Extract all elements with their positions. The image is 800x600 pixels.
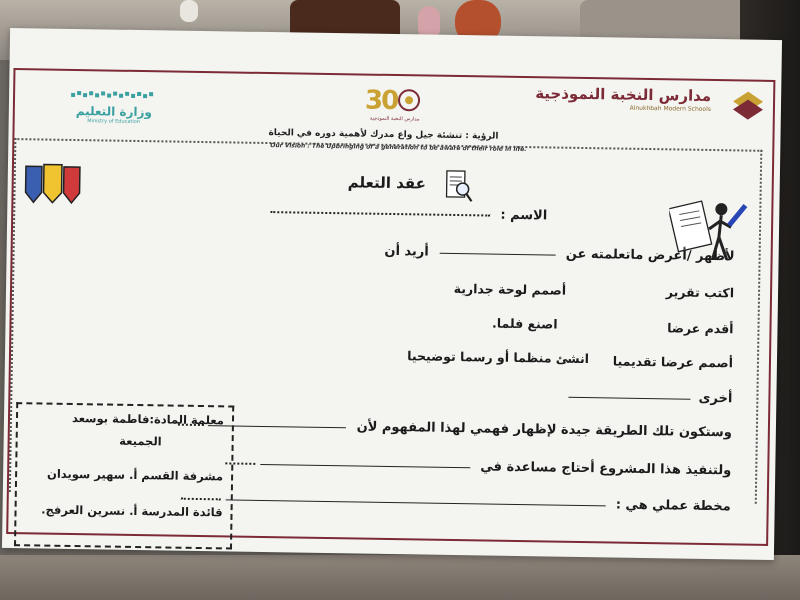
- signatures-box: [14, 402, 234, 549]
- intro-left-text: لأظهر /أعرض ماتعلمته عن: [565, 246, 735, 265]
- option-present[interactable]: أقدم عرضا: [667, 320, 734, 337]
- principal-signature: قائدة المدرسة أ. نسرين العرفج.: [41, 502, 223, 520]
- school-name-ar: مدارس النخبة النموذجية: [535, 84, 712, 105]
- vision-en: Our Vision : The Upbringing of a generation to be aware of their role in life.: [270, 142, 527, 154]
- teacher-signature-cont: الجميعة: [119, 433, 162, 449]
- ministry-logo: [71, 87, 158, 125]
- ministry-name-en: Ministry of Education: [87, 118, 141, 126]
- anniversary-caption: مدارس النخبة النموذجية: [369, 115, 420, 123]
- help-field[interactable]: [260, 462, 470, 467]
- form-title: عقد التعلم: [347, 173, 427, 193]
- plan-text: مخطة عملي هي :: [615, 497, 731, 515]
- vision-ar: الرؤية : تنشئة جيل واع مدرك لأهمية دوره في الحياة: [268, 128, 499, 142]
- option-design-presentation[interactable]: أصمم عرضا تقديميا: [612, 353, 734, 371]
- learning-contract-sheet: [2, 28, 782, 560]
- supervisor-signature: مشرفة القسم أ. سهير سويدان: [46, 466, 224, 484]
- other-field[interactable]: [568, 395, 690, 399]
- name-label: الاسم :: [500, 207, 548, 224]
- option-make-film[interactable]: اصنع فلما.: [491, 315, 558, 332]
- topic-field[interactable]: [439, 251, 555, 255]
- background-table: [0, 555, 800, 600]
- anniversary-number: 30: [364, 85, 398, 117]
- teacher-signature: معلمة المادة:فاطمة بوسعد: [71, 410, 225, 428]
- magnifier-document-icon: [443, 169, 474, 203]
- reason-text: وستكون تلك الطريقة جيدة لإظهار فهمي لهذا المفهوم لأن: [356, 419, 732, 441]
- name-field[interactable]: [270, 210, 490, 216]
- anniversary-emblem-icon: [395, 88, 423, 112]
- anniversary-logo: [359, 85, 432, 122]
- background-candle: [180, 0, 198, 22]
- other-row: [568, 389, 733, 407]
- crayons-icon: [21, 162, 84, 207]
- school-name-en: Alnukhbah Modern Schools: [629, 104, 711, 113]
- option-create-organizer[interactable]: انشئ منظما أو رسما توضيحيا: [407, 348, 590, 367]
- ministry-name-ar: وزارة التعليم: [75, 104, 153, 120]
- school-emblem-icon: [731, 89, 766, 124]
- help-text: ولتنفيذ هذا المشروع أحتاج مساعدة في: [480, 459, 732, 479]
- other-label: أخرى: [698, 390, 733, 407]
- intro-right-text: أريد أن: [384, 243, 429, 260]
- option-design-poster[interactable]: أصمم لوحة جدارية: [453, 280, 567, 298]
- school-logo: [535, 84, 711, 113]
- plan-field[interactable]: [225, 498, 605, 506]
- option-write-report[interactable]: اكتب تقرير: [665, 284, 735, 301]
- ministry-emblem-icon: [71, 87, 157, 104]
